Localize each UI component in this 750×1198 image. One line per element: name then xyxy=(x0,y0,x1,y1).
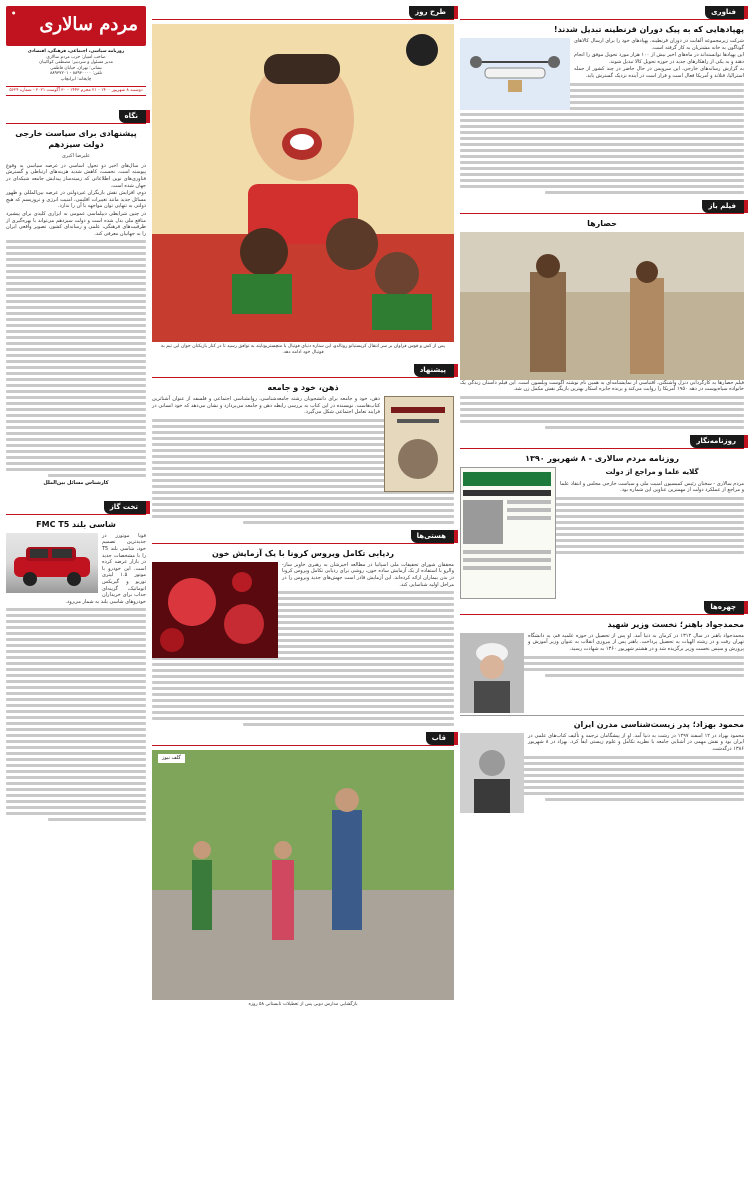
people-divider xyxy=(460,715,744,716)
car-filler xyxy=(6,608,146,821)
opinion-section-bar xyxy=(6,110,146,124)
people-section-tag: چهره‌ها xyxy=(704,601,744,614)
archive-section-tag: روزنامه‌نگار xyxy=(690,435,744,448)
science-section-bar xyxy=(152,530,454,544)
car-section-tag: تخت گاز xyxy=(104,501,146,514)
science-section-tag: هستی‌ها xyxy=(411,530,454,543)
car-title: شاسی بلند FMC T5 xyxy=(36,519,116,529)
masthead-title: مردم سالاری xyxy=(39,14,138,35)
photo-section-bar xyxy=(152,732,454,746)
person1-title: محمدجواد باهنر؛ نخست وزیر شهید xyxy=(607,619,744,629)
film-paragraph: فیلم حصارها به کارگردانی دنزل واشنگتن، اقتباسی از نمایشنامه‌ای به همین نام نوشته آگوست ویلسون است. این فیلم داستان زندگی یک خانواده سیاه‌پوست در دهه ۱۹۵۰ آمریکا را روایت می‌کند و برنده جایزه اسکار بهترین بازیگر نقش مکمل زن شد. xyxy=(460,379,744,393)
photo-section-tag: قاب xyxy=(426,732,454,745)
school-photo xyxy=(152,750,454,1000)
masthead-info-line: چاپخانه: ایرانچاپ xyxy=(60,76,92,82)
people-section-bar xyxy=(460,601,744,615)
archive-front-page xyxy=(460,467,556,599)
cartoon-caption: پس از کش و قوس فراوان بر سر انتقال کریستیانو رونالدو، این ستاره دنیای فوتبال با منچستریونایتد به توافق رسید تا در کنار بازیکنان جوان این تیم به فوتبال خود ادامه دهد. xyxy=(161,344,445,355)
film-body xyxy=(460,380,744,393)
car-section-bar xyxy=(6,501,146,515)
car-photo xyxy=(6,533,98,593)
film-section-bar xyxy=(460,200,744,214)
opinion-footer: کارشناس مسائل بین‌الملل xyxy=(43,480,109,487)
dateline: دوشنبه ۸ شهریور ۱۴۰۰ - ۲۱ محرم ۱۴۴۳ - ۳۰ آگوست ۲۰۲۱ - شماره ۵۶۲۴ xyxy=(6,86,146,97)
archive-section-bar xyxy=(460,435,744,449)
person2-portrait xyxy=(460,733,524,813)
virus-image xyxy=(152,562,278,658)
opinion-paragraph: در چنین شرایطی دیپلماسی عمومی به ابزاری کلیدی برای پیشبرد منافع ملی بدل شده است و دولت سیزدهم می‌تواند با بهره‌گیری از ظرفیت‌های فرهنگی، علمی و رسانه‌ای کشور، تصویر واقعی ایران را به جهانیان معرفی کند. xyxy=(6,210,146,237)
right-column xyxy=(460,6,744,815)
cartoon-section-tag: طرح روز xyxy=(409,6,454,19)
tech-paragraph: این پهپادها توانسته‌اند در ماه‌های اخیر بیش از ۱۰۰ هزار مورد تحویل موفق را انجام دهند و به یکی از راهکارهای جدید در حوزه تحویل کالا تبدیل شوند. xyxy=(574,52,745,65)
tech-section-bar xyxy=(460,6,744,20)
opinion-author: علیرضا اکبری xyxy=(61,153,91,160)
masthead-info-line: نشانی: تهران، خیابان فاطمی xyxy=(50,65,102,71)
film-section-tag: فیلم باز xyxy=(702,200,744,213)
opinion-title: پیشنهادی برای سیاست خارجی دولت سیزدهم xyxy=(15,129,137,150)
masthead-info-line: تلفن: ۸۸۹۳۰۰۰۰ - ۸۸۹۳۷۲۰۱ xyxy=(49,71,103,77)
tech-paragraph: به گزارش رسانه‌های خارجی، این سرویس در حال حاضر در چند کشور از جمله استرالیا، فنلاند و آمریکا فعال است و قرار است در آینده نزدیک گسترش یابد. xyxy=(574,66,744,79)
photo-credit: گلف نیوز xyxy=(158,754,185,763)
opinion-body xyxy=(6,163,146,238)
film-title: حصارها xyxy=(587,218,617,228)
drone-image xyxy=(460,38,570,110)
archive-paragraph: مردم سالاری - سخنان رئیس کمیسیون امنیت ملی و سیاست خارجی مجلس و انتقاد علما و مراجع از عملکرد دولت از مهمترین عناوین این شماره بود. xyxy=(559,480,744,494)
masthead xyxy=(6,6,146,46)
archive-headline: گلایه علما و مراجع از دولت xyxy=(605,467,699,476)
left-column xyxy=(6,6,146,824)
photo-caption: بازگشایی مدارس دوبی پس از تعطیلات تابستانی ۵۸ روزه xyxy=(248,1002,358,1008)
tech-title: پهپادهایی که به پیک دوران قرنطینه تبدیل شدند! xyxy=(553,25,744,34)
masthead-info xyxy=(6,49,146,83)
person2-title: محمود بهزاد؛ پدر زیست‌شناسی مدرن ایران xyxy=(573,719,744,729)
opinion-filler xyxy=(6,240,146,477)
archive-title: روزنامه مردم سالاری - ۸ شهریور ۱۳۹۰ xyxy=(525,453,679,463)
masthead-tagline: روزنامه سیاسی، اجتماعی، فرهنگی، اقتصادی xyxy=(27,49,125,54)
person1-portrait xyxy=(460,633,524,713)
book-section-bar xyxy=(152,364,454,378)
film-filler xyxy=(460,396,744,429)
cartoon-section-bar xyxy=(152,6,454,20)
book-title: ذهن، خود و جامعه xyxy=(267,383,339,392)
book-cover-image xyxy=(384,396,454,492)
person2-paragraph: محمود بهزاد در ۱۲ اسفند ۱۲۹۷ در رشت به دنیا آمد. او از پیشگامان ترجمه و تألیف کتاب‌های علمی در ایران بود و نقش مهمی در آشنایی جامعه با نظریه تکامل و علوم زیستی ایفا کرد. بهزاد در ۸ شهریور ۱۳۸۶ درگذشت. xyxy=(528,732,745,752)
science-title: ردیابی تکامل ویروس کرونا با یک آزمایش خون xyxy=(211,548,395,558)
masthead-info-line: صاحب امتیاز: حزب مردم سالاری xyxy=(46,54,106,60)
person1-paragraph: محمدجواد باهنر در سال ۱۳۱۲ در کرمان به دنیا آمد. او پس از تحصیل در حوزه علمیه قم، به دانشگاه تهران رفت و در رشته الهیات به تحصیل پرداخت. باهنر پس از پیروزی انقلاب به عنوان وزیر آموزش و پرورش و سپس نخست وزیر برگزیده شد و در هشتم شهریور ۱۳۶۰ به شهادت رسید. xyxy=(528,632,745,652)
masthead-info-line: مدیر مسئول و سردبیر: مصطفی کواکبیان xyxy=(39,60,113,66)
book-paragraph: ذهن، خود و جامعه برای دانشجویان رشته جامعه‌شناسی، روانشناسی اجتماعی و فلسفه از عنوان آشناترین کتاب‌هاست. نویسنده در این کتاب به بررسی رابطه ذهن و جامعه می‌پردازد و نشان می‌دهد که خود انسانی در فرایند تعامل اجتماعی شکل می‌گیرد. xyxy=(152,396,380,416)
opinion-section-tag: نگاه xyxy=(119,110,146,123)
opinion-paragraph: دوم، افزایش نقش بازیگران غیردولتی در عرصه بین‌المللی و ظهور مسائل جدید مانند تغییرات اقلیمی، امنیت انرژی و تروریسم که هیچ دولتی به تنهایی توان مواجهه با آن را ندارد. xyxy=(6,190,146,210)
film-still-image xyxy=(460,232,744,380)
tech-section-tag: فناوری xyxy=(705,6,744,19)
car-paragraph: فونا موتورز در جدیدترین تصمیم خود، شاسی بلند T5 را با مشخصات جدید در بازار عرضه کرده است. این خودرو با موتور ۱.۵ لیتری توربو و گیربکس اتوماتیک، گزینه‌ای جذاب برای خریداران خودروهای شاسی بلند به شمار می‌رود. xyxy=(65,532,146,605)
tech-paragraph: شرکت زیرمجموعه آلفابت در دوران قرنطینه، پهپادهای خود را برای ارسال کالاهای گوناگون به خانه مشتریان به کار گرفته است. xyxy=(574,38,744,51)
masthead-logo-icon: ● xyxy=(12,10,16,15)
science-paragraph: محققان شورای تحقیقات ملی اسپانیا در مطالعه اخیرشان به رهبری خاویر ساز-والرو با استفاده از یک آزمایش ساده خون، روشی برای ردیابی تکامل ویروس کرونا در بدن بیماران ارائه کرده‌اند. این آزمایش قادر است جهش‌های جدید ویروس را در مراحل اولیه شناسایی کند. xyxy=(282,561,454,588)
opinion-paragraph: در سال‌های اخیر دو تحول اساسی در عرصه سیاسی به وقوع پیوسته است. نخست، کاهش شدید هزینه‌های ارتباطی و گسترش فناوری‌های نوین اطلاعاتی که زمینه‌ساز پیدایش جامعه شبکه‌ای در جهان شده است. xyxy=(6,162,146,189)
middle-column xyxy=(152,6,454,1010)
book-section-tag: پیشنهاد xyxy=(414,364,454,377)
cartoon-image xyxy=(152,24,454,342)
